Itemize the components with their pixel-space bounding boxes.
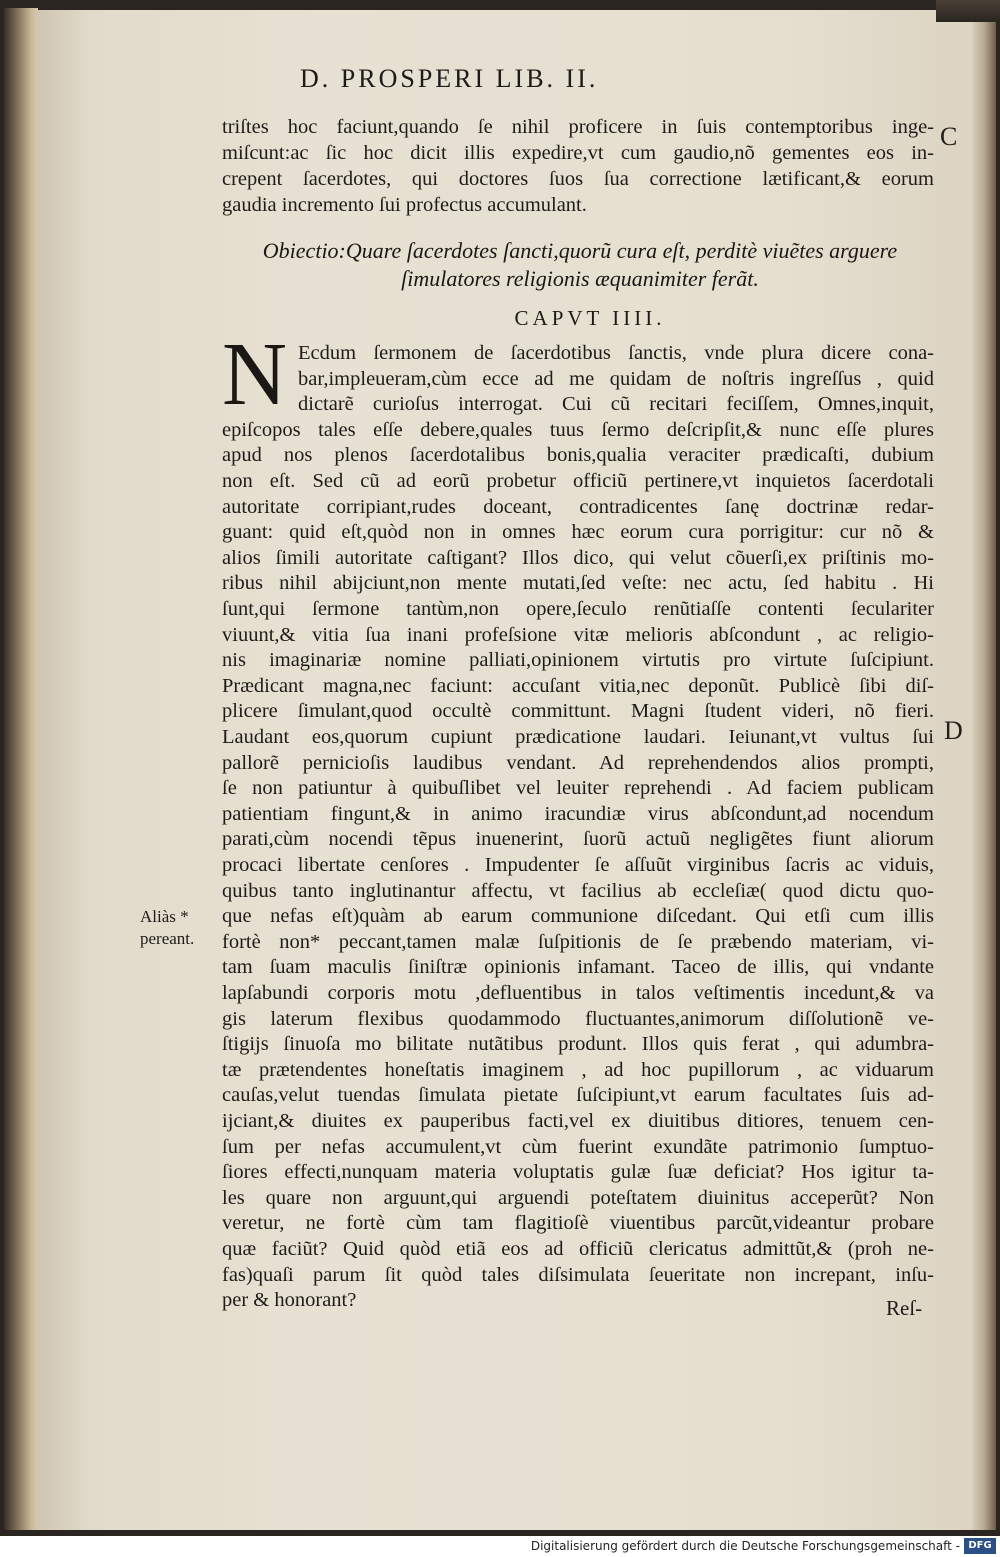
text-line: ſtigijs ſinuoſa mo bilitate nutãtibus produnt. Illos quis ferat , qui adumbra- xyxy=(222,1033,934,1056)
catchword: Reſ- xyxy=(886,1296,923,1320)
objectio-line-2: ſimulatores religionis æquanimiter ferãt. xyxy=(401,266,759,291)
text-line: epiſcopos tales eſſe debere,quales tuus ſermo deſcripſit,& nunc eſſe plures xyxy=(222,418,934,441)
text-line: ſum per nefas accumulent,vt cùm fuerint exundãte patrimonio ſumptuo- xyxy=(222,1135,934,1158)
text-line: pallorẽ pernicioſis laudibus vendant. Ad reprehendendos alios prompti, xyxy=(222,751,934,774)
text-line: ribus nihil abijciunt,non mente mutati,ſed veſte: nec actu, ſed habitu . Hi xyxy=(222,572,934,595)
text-line: autoritate corripiant,rudes doceant, contradicentes ſanę doctrinæ redar- xyxy=(222,495,934,518)
text-line: Laudant eos,quorum cupiunt prædicatione laudari. Ieiunant,vt vultus ſui xyxy=(222,726,934,748)
text-line: non eſt. Sed cũ ad eorũ probetur officiũ pertinere,vt inquietos ſacerdotali xyxy=(222,470,934,492)
text-line: gis laterum flexibus quodammodo fluctuantes,animorum diſſolutionẽ ve- xyxy=(222,1007,934,1030)
text-line: plicere ſimulant,quod occultè committunt. Magni ſtudent videri, nõ fieri. xyxy=(222,700,934,723)
text-line: cauſas,velut tuendas ſimulata pietate ſuſcipiunt,vt earum facultates ſuis ad- xyxy=(222,1084,934,1107)
text-line: nis imaginariæ nomine palliati,opinionem virtutis pro virtute ſuſcipiunt. xyxy=(222,649,934,672)
text-line: alios ſimili autoritate caſtigant? Illos dico, qui velut cõuerſi,ex priſtinis mo- xyxy=(222,546,934,569)
digitization-footer xyxy=(0,1536,1000,1557)
page-edge xyxy=(972,14,996,1530)
text-line: Prædicant magna,nec faciunt: accuſant vitia,nec deponũt. Publicè ſibi diſ- xyxy=(222,674,934,697)
text-line: miſcunt:ac ſic hoc dicit illis expedire,vt cum gaudio,nõ gementes eos in- xyxy=(222,142,934,164)
margin-letter-c: C xyxy=(940,122,958,151)
chapter-heading: CAPVT IIII. xyxy=(514,306,666,330)
text-line: tæ prætendentes honeſtatis imaginem , ad hoc pupillorum , ac viduarum xyxy=(222,1058,934,1081)
text-line: ijciant,& diuites ex pauperibus facti,vel ex diuitibus ditiores, tenuem cen- xyxy=(222,1110,934,1132)
text-line: fortè non* peccant,tamen malæ ſuſpitionis de ſe præbendo materiam, vi- xyxy=(222,930,934,953)
text-line: patientiam fingunt,& in animo iracundiæ virus abſcondunt,ad nocendum xyxy=(222,802,934,825)
text-line: lapſabundi corporis motu ,defluentibus in talos veſtimentis incedunt,& va xyxy=(222,982,934,1004)
text-line: quibus tanto inglutinantur affectu, vt facilius ab eccleſiæ( quod dictu quo- xyxy=(222,879,934,902)
text-line: triſtes hoc faciunt,quando ſe nihil proficere in ſuis contemptoribus inge- xyxy=(222,116,934,138)
footer-credit: Digitalisierung gefördert durch die Deutsche Forschungsgemeinschaft - xyxy=(530,1539,960,1553)
text-line: viuunt,& vitia ſua inani profeſsione vitæ melioris abſcondunt , ac religio- xyxy=(222,623,934,646)
margin-letter-d: D xyxy=(944,716,963,745)
text-line: procaci libertate cenſores . Impudenter ſe aſſuũt virginibus ſacris ac viduis, xyxy=(222,854,934,876)
dfg-logo: DFG xyxy=(964,1538,996,1554)
text-line: quæ faciũt? Quid quòd etiã eos ad officiũ clericatus admittũt,& (proh ne- xyxy=(222,1238,934,1260)
text-line: apud nos plenos ſacerdotalibus bonis,qualia veraciter prædicaſti, dubium xyxy=(222,444,934,467)
text-line: tam ſuam maculis ſiniſtræ opinionis infamant. Taceo de illis, qui vndante xyxy=(222,956,934,979)
text-line: dictarẽ curioſus interrogat. Cui cũ recitari feciſſem, Omnes,inquit, xyxy=(298,393,934,416)
text-line: parati,cùm nocendi tẽpus inuenerint, ſuorũ actuũ negligẽtes fiunt aliorum xyxy=(222,828,934,851)
text-line: bar,impleueram,cùm ecce ad me quidam de noſtris ingreſſus , quid xyxy=(298,367,934,390)
objectio-line-1: Obiectio:Quare ſacerdotes ſancti,quorũ cura eſt, perditè viuẽtes arguere xyxy=(262,238,898,263)
text-line: gaudia incremento ſui profectus accumulant. xyxy=(222,194,587,216)
margin-note-line: pereant. xyxy=(140,929,195,948)
text-line: crepent ſacerdotes, qui doctores ſuos ſua correctione lætificant,& eorum xyxy=(222,168,934,190)
text-line: per & honorant? xyxy=(222,1289,357,1312)
text-line: guant: quid eſt,quòd non in omnes hæc eorum cura porrigitur: cur nõ & xyxy=(222,521,934,544)
text-line: ſiores effecti,nunquam materia voluptatis gulæ ſuæ deficiat? Hos igitur ta- xyxy=(222,1161,934,1184)
scan-corner xyxy=(936,0,1000,22)
drop-cap: N xyxy=(222,325,287,424)
margin-note-line: Aliàs * xyxy=(140,907,189,926)
text-line: ſunt,qui ſermone tantùm,non opere,ſeculo renũtiaſſe contenti ſeculariter xyxy=(222,598,934,620)
text-line: veretur, ne fortè cùm tam flagitioſè viuentibus parcũt,videantur probare xyxy=(222,1212,934,1235)
text-line: que nefas eſt)quàm ab earum communione diſcedant. Qui etſi cum illis xyxy=(222,905,934,928)
book-binding-edge xyxy=(4,8,38,1530)
text-line: fas)quaſi parum ſit quòd tales diſsimulata ſeueritate non increpant, inſu- xyxy=(222,1263,934,1286)
text-line: Ecdum ſermonem de ſacerdotibus ſanctis, vnde plura dicere cona- xyxy=(298,342,934,364)
margin-note xyxy=(140,906,220,950)
running-head: D. PROSPERI LIB. II. xyxy=(300,64,599,93)
text-line: les quare non arguunt,qui arguendi poteſtatem diuinitus acceperũt? Non xyxy=(222,1186,934,1209)
text-line: ſe non patiuntur à quibuſlibet vel leuiter reprehendi . Ad faciem publicam xyxy=(222,777,934,800)
